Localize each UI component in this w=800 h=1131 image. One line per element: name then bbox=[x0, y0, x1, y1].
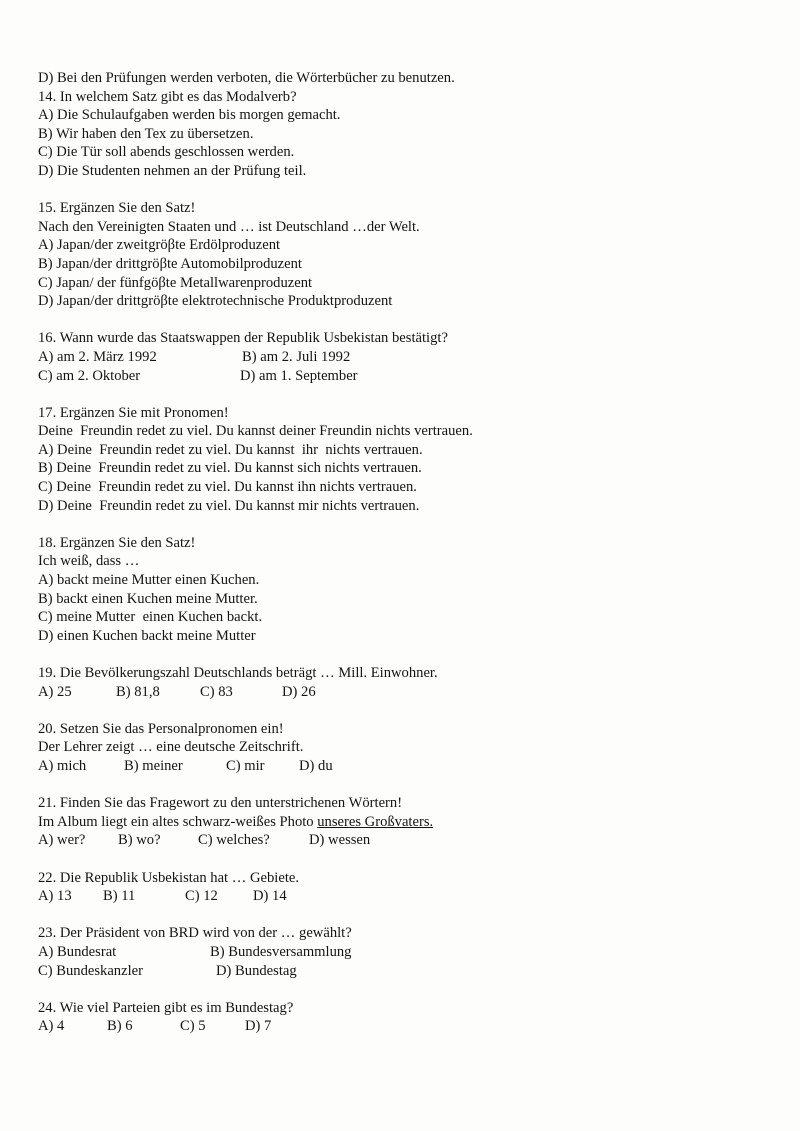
question-prompt: Ich weiß, dass … bbox=[38, 553, 140, 570]
document-page bbox=[38, 69, 778, 1036]
question-prompt: Der Lehrer zeigt … eine deutsche Zeitschrift. bbox=[38, 739, 304, 756]
option-b: B) wo? bbox=[118, 832, 161, 849]
question-14 bbox=[38, 88, 778, 181]
option-d: D) 7 bbox=[245, 1018, 272, 1035]
question-18 bbox=[38, 534, 778, 646]
question-title: 19. Die Bevölkerungszahl Deutschlands beträgt … Mill. Einwohner. bbox=[38, 665, 438, 681]
question-title: 24. Wie viel Parteien gibt es im Bundestag? bbox=[38, 999, 294, 1016]
option-d: D) Bundestag bbox=[216, 962, 297, 979]
question-title: 15. Ergänzen Sie den Satz! bbox=[38, 200, 196, 217]
option-a: A) 13 bbox=[38, 888, 72, 905]
option-b: B) 81,8 bbox=[116, 683, 160, 700]
option-c: C) Bundeskanzler bbox=[38, 962, 143, 979]
question-title: 20. Setzen Sie das Personalpronomen ein! bbox=[38, 720, 284, 737]
question-17 bbox=[38, 404, 778, 516]
question-19 bbox=[38, 664, 778, 701]
option-d: D) Die Studenten nehmen an der Prüfung teil. bbox=[38, 162, 307, 179]
option-a: A) wer? bbox=[38, 832, 86, 849]
option-c: C) am 2. Oktober bbox=[38, 367, 141, 384]
option-a: A) am 2. März 1992 bbox=[38, 348, 157, 365]
question-title: 17. Ergänzen Sie mit Pronomen! bbox=[38, 404, 229, 421]
option-c: C) mir bbox=[226, 757, 265, 774]
option-b: B) Wir haben den Tex zu übersetzen. bbox=[38, 125, 254, 142]
option-d: D) Deine Freundin redet zu viel. Du kannst mir nichts vertrauen. bbox=[38, 497, 420, 514]
question-23 bbox=[38, 924, 778, 980]
question-prompt: Nach den Vereinigten Staaten und … ist Deutschland …der Welt. bbox=[38, 218, 420, 235]
option-c: C) Die Tür soll abends geschlossen werden. bbox=[38, 144, 295, 161]
prompt-text: Im Album liegt ein altes schwarz-weißes Photo bbox=[38, 813, 318, 830]
option-d: D) 14 bbox=[253, 888, 287, 905]
question-title: 18. Ergänzen Sie den Satz! bbox=[38, 534, 196, 551]
question-title: 14. In welchem Satz gibt es das Modalverb? bbox=[38, 88, 297, 105]
option-c: C) Deine Freundin redet zu viel. Du kannst ihn nichts vertrauen. bbox=[38, 479, 417, 496]
question-prompt bbox=[38, 813, 778, 832]
option-a: A) mich bbox=[38, 757, 87, 774]
option-b: B) 11 bbox=[103, 888, 136, 905]
option-b: B) am 2. Juli 1992 bbox=[242, 348, 351, 365]
option-c: C) Japan/ der fünfgöβte Metallwarenproduzent bbox=[38, 274, 313, 291]
option-c: C) meine Mutter einen Kuchen backt. bbox=[38, 609, 263, 626]
question-20 bbox=[38, 720, 778, 776]
option-a: A) Deine Freundin redet zu viel. Du kannst ihr nichts vertrauen. bbox=[38, 441, 423, 458]
question-22 bbox=[38, 869, 778, 906]
option-a: A) Die Schulaufgaben werden bis morgen gemacht. bbox=[38, 107, 341, 124]
option-b: B) Deine Freundin redet zu viel. Du kannst sich nichts vertrauen. bbox=[38, 460, 422, 477]
q13-option-d: D) Bei den Prüfungen werden verboten, die Wörterbücher zu benutzen. bbox=[38, 70, 455, 86]
option-a: A) 25 bbox=[38, 683, 72, 700]
option-b: B) backt einen Kuchen meine Mutter. bbox=[38, 590, 258, 607]
question-title: 16. Wann wurde das Staatswappen der Republik Usbekistan bestätigt? bbox=[38, 330, 448, 347]
question-15 bbox=[38, 199, 778, 311]
question-16 bbox=[38, 329, 778, 385]
question-21 bbox=[38, 794, 778, 850]
option-b: B) 6 bbox=[107, 1018, 133, 1035]
option-b: B) meiner bbox=[124, 757, 183, 774]
option-a: A) Bundesrat bbox=[38, 943, 117, 960]
option-c: C) 83 bbox=[200, 683, 233, 700]
option-c: C) 12 bbox=[185, 888, 218, 905]
option-c: C) welches? bbox=[198, 832, 270, 849]
option-d: D) wessen bbox=[309, 832, 371, 849]
question-title: 22. Die Republik Usbekistan hat … Gebiete. bbox=[38, 869, 300, 886]
option-b: B) Japan/der drittgröβte Automobilproduzent bbox=[38, 255, 302, 272]
option-a: A) backt meine Mutter einen Kuchen. bbox=[38, 572, 260, 589]
option-d: D) am 1. September bbox=[240, 367, 358, 384]
question-24 bbox=[38, 999, 778, 1036]
option-d: D) 26 bbox=[282, 683, 316, 700]
question-title: 23. Der Präsident von BRD wird von der … gewählt? bbox=[38, 925, 352, 942]
option-d: D) Japan/der drittgröβte elektrotechnische Produktproduzent bbox=[38, 293, 393, 310]
option-a: A) 4 bbox=[38, 1018, 65, 1035]
option-d: D) du bbox=[299, 757, 333, 774]
question-prompt: Deine Freundin redet zu viel. Du kannst deiner Freundin nichts vertrauen. bbox=[38, 423, 473, 440]
option-d: D) einen Kuchen backt meine Mutter bbox=[38, 627, 256, 644]
underlined-phrase: unseres Großvaters. bbox=[317, 813, 434, 830]
option-a: A) Japan/der zweitgröβte Erdölproduzent bbox=[38, 237, 281, 254]
option-b: B) Bundesversammlung bbox=[210, 943, 352, 960]
option-c: C) 5 bbox=[180, 1018, 206, 1035]
question-title: 21. Finden Sie das Fragewort zu den unterstrichenen Wörtern! bbox=[38, 795, 403, 812]
